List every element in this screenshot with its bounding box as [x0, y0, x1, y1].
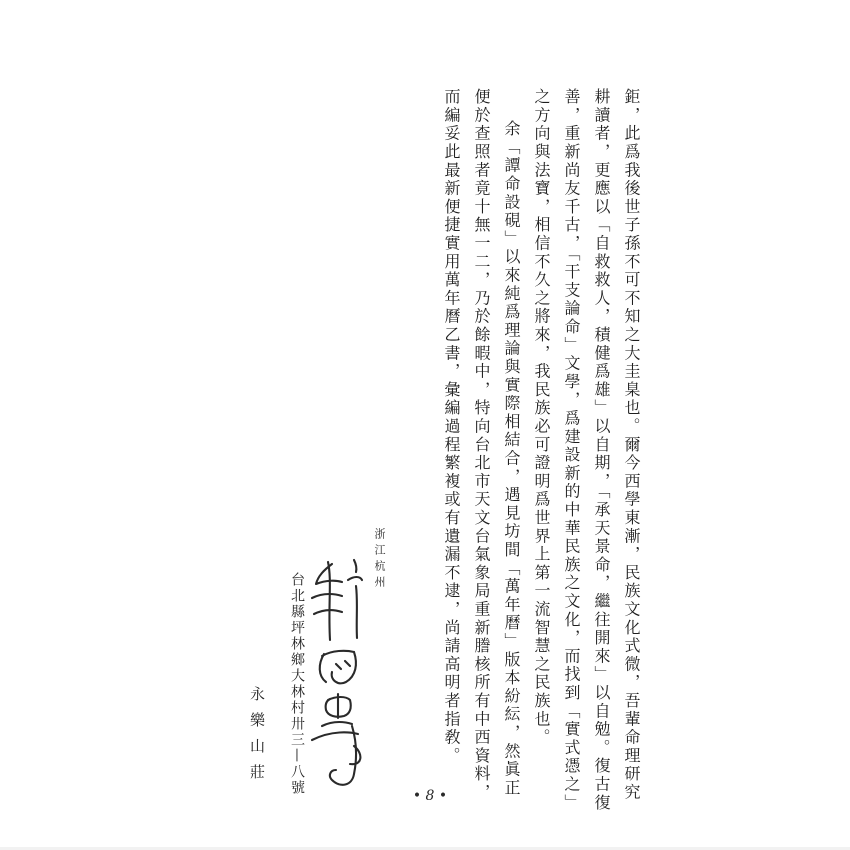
handwritten-signature [298, 550, 378, 800]
body-text [436, 88, 646, 814]
paragraph-2: 余「譚命設硯」以來純爲理論與實際相結合，遇見坊間「萬年曆」版本紛紜，然眞正便於查照者竟十無一二，乃於餘暇中，特向台北市天文台氣象局重新謄核所有中西資料，而編妥此最新便捷實用萬年曆乙書，彙編過程繁複或有遺漏不逮，尚請高明者指敎。 [442, 88, 521, 802]
paragraph-1: 鉅，此爲我後世子孫不可不知之大圭臬也。爾今西學東漸，民族文化式微，吾輩命理研究耕讀者，更應以「自救救人，積健爲雄」以自期，「承天景命，繼往開來」以自勉。復古復善，重新尚友千古，「干支論命」文學，爲建設新的中華民族之文化，而找到「實式憑之」之方向與法寶，相信不久之將來，我民族必可證明爲世界上第一流智慧之民族也。 [532, 88, 641, 812]
author-origin: 浙江杭州 [373, 528, 386, 592]
author-residence: 永樂山莊 [248, 686, 266, 790]
author-address: 台北縣坪林鄉大林村卅三—八號 [289, 572, 305, 796]
page-number: • 8 • [412, 788, 448, 804]
